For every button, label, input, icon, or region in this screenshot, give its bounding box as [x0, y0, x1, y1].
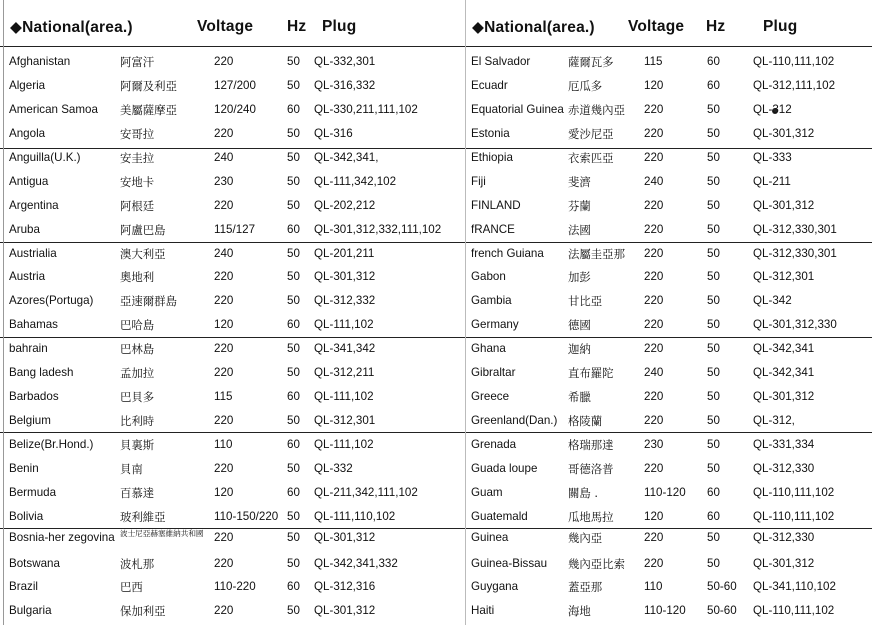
left-voltage-value: 110-150/220 — [214, 510, 279, 523]
right-country-name: Ghana — [471, 342, 506, 355]
right-country-name-chinese: 希臘 — [568, 390, 591, 404]
right-country-name: Gabon — [471, 270, 506, 283]
right-frequency-value: 50 — [707, 294, 720, 307]
right-country-name-chinese: 芬蘭 — [568, 199, 591, 213]
left-country-name-chinese: 百慕達 — [120, 486, 155, 500]
right-country-name: Haiti — [471, 604, 495, 617]
right-voltage-value: 220 — [644, 247, 664, 260]
right-country-name-chinese: 厄瓜多 — [568, 79, 603, 93]
left-country-name-chinese: 保加利亞 — [120, 604, 166, 618]
left-frequency-value: 50 — [287, 175, 300, 188]
right-country-name-chinese: 關島 . — [568, 486, 599, 500]
center-divider — [465, 0, 466, 625]
right-voltage-value: 220 — [644, 462, 664, 475]
left-country-name: Bang ladesh — [9, 366, 74, 379]
right-country-name: Guam — [471, 486, 503, 499]
left-plug-codes: QL-301,312,332,111,102 — [314, 223, 442, 236]
right-voltage-value: 220 — [644, 127, 664, 140]
left-country-name-chinese: 巴貝多 — [120, 390, 155, 404]
left-frequency-value: 50 — [287, 294, 300, 307]
right-voltage-value: 220 — [644, 151, 664, 164]
right-plug-codes: QL-301,312 — [753, 390, 815, 403]
right-voltage-value: 220 — [644, 557, 664, 570]
left-voltage-value: 220 — [214, 462, 234, 475]
right-voltage-value: 115 — [644, 55, 663, 68]
right-country-name-chinese: 甘比亞 — [568, 294, 603, 308]
right-country-name: Guygana — [471, 580, 519, 593]
left-country-name: Austria — [9, 270, 46, 283]
right-country-name-chinese: 直布羅陀 — [568, 366, 614, 380]
right-plug-codes: QL-301,312 — [753, 557, 815, 570]
header-divider — [0, 46, 872, 47]
left-country-name-chinese: 亞速爾群島 — [120, 294, 177, 308]
left-country-name-chinese: 孟加拉 — [120, 366, 155, 380]
left-plug-codes: QL-301,312 — [314, 270, 376, 283]
header-hz-left: Hz — [287, 18, 307, 35]
right-frequency-value: 50 — [707, 557, 720, 570]
left-voltage-value: 220 — [214, 557, 234, 570]
right-country-name: Guinea-Bissau — [471, 557, 548, 570]
right-plug-codes: QL-301,312 — [753, 199, 815, 212]
left-frequency-value: 50 — [287, 79, 300, 92]
left-country-name-chinese: 貝南 — [120, 462, 143, 476]
right-voltage-value: 220 — [644, 294, 664, 307]
left-plug-codes: QL-111,342,102 — [314, 175, 397, 188]
right-frequency-value: 50 — [707, 151, 720, 164]
header-plug-right: Plug — [763, 18, 798, 35]
right-country-name-chinese: 蓋亞那 — [568, 580, 603, 594]
left-plug-codes: QL-111,110,102 — [314, 510, 396, 523]
right-plug-codes: QL-312,301 — [753, 270, 815, 283]
right-plug-codes: QL-312,330,301 — [753, 223, 837, 236]
right-frequency-value: 60 — [707, 486, 720, 499]
right-country-name: Greenland(Dan.) — [471, 414, 558, 427]
left-voltage-value: 120/240 — [214, 103, 256, 116]
right-plug-codes: QL-110,111,102 — [753, 486, 835, 499]
right-country-name-chinese: 幾內亞 — [568, 531, 603, 545]
left-country-name: Botswana — [9, 557, 60, 570]
right-frequency-value: 50 — [707, 342, 720, 355]
left-country-name-chinese: 奧地利 — [120, 270, 155, 284]
right-country-name-chinese: 德國 — [568, 318, 591, 332]
right-country-name-chinese: 格瑞那達 — [568, 438, 614, 452]
right-frequency-value: 50 — [707, 175, 720, 188]
right-plug-codes: QL-312,111,102 — [753, 79, 836, 92]
right-voltage-value: 220 — [644, 223, 664, 236]
left-voltage-value: 230 — [214, 175, 234, 188]
left-country-name-chinese: 波札那 — [120, 557, 155, 571]
left-plug-codes: QL-332,301 — [314, 55, 376, 68]
left-voltage-value: 127/200 — [214, 79, 256, 92]
left-frequency-value: 50 — [287, 510, 300, 523]
group-divider — [0, 337, 872, 338]
right-voltage-value: 220 — [644, 318, 664, 331]
left-country-name: Bahamas — [9, 318, 58, 331]
right-frequency-value: 50 — [707, 438, 720, 451]
header-voltage-right: Voltage — [628, 18, 685, 35]
left-voltage-value: 240 — [214, 247, 234, 260]
right-country-name-chinese: 斐濟 — [568, 175, 591, 189]
header-plug-left: Plug — [322, 18, 357, 35]
left-country-name: Aruba — [9, 223, 40, 236]
right-country-name-chinese: 赤道幾內亞 — [568, 103, 625, 117]
left-voltage-value: 220 — [214, 366, 234, 379]
right-country-name-chinese: 愛沙尼亞 — [568, 127, 614, 141]
right-frequency-value: 50 — [707, 414, 720, 427]
right-frequency-value: 60 — [707, 55, 720, 68]
left-country-name: Bolivia — [9, 510, 44, 523]
right-frequency-value: 50 — [707, 223, 720, 236]
right-country-name: Guatemald — [471, 510, 528, 523]
right-voltage-value: 240 — [644, 175, 664, 188]
right-country-name: Fiji — [471, 175, 486, 188]
right-country-name: Gibraltar — [471, 366, 516, 379]
right-plug-codes: QL-342,341 — [753, 366, 815, 379]
right-country-name-chinese: 海地 — [568, 604, 591, 618]
right-plug-codes: QL-312,330,301 — [753, 247, 837, 260]
right-plug-codes: QL-342,341 — [753, 342, 815, 355]
left-country-name-chinese: 比利時 — [120, 414, 155, 428]
left-country-name: Brazil — [9, 580, 38, 593]
right-plug-codes: QL-110,111,102 — [753, 604, 835, 617]
right-voltage-value: 220 — [644, 414, 664, 427]
right-plug-codes: QL-341,110,102 — [753, 580, 836, 593]
left-border — [3, 0, 4, 625]
left-frequency-value: 50 — [287, 55, 300, 68]
right-frequency-value: 60 — [707, 79, 720, 92]
left-frequency-value: 60 — [287, 103, 300, 116]
left-country-name: Belize(Br.Hond.) — [9, 438, 94, 451]
right-plug-codes: QL-301,312,330 — [753, 318, 837, 331]
left-country-name-chinese: 巴西 — [120, 580, 143, 594]
left-frequency-value: 60 — [287, 390, 300, 403]
left-country-name: Austrialia — [9, 247, 57, 260]
right-country-name: Guada loupe — [471, 462, 538, 475]
right-country-name: fRANCE — [471, 223, 515, 236]
left-frequency-value: 60 — [287, 318, 300, 331]
right-frequency-value: 50 — [707, 270, 720, 283]
left-voltage-value: 120 — [214, 318, 234, 331]
right-frequency-value: 50 — [707, 247, 720, 260]
left-frequency-value: 50 — [287, 531, 300, 544]
left-plug-codes: QL-342,341,332 — [314, 557, 398, 570]
right-plug-codes: QL-110,111,102 — [753, 55, 835, 68]
left-country-name-chinese: 阿盧巴島 — [120, 223, 166, 237]
right-voltage-value: 120 — [644, 510, 664, 523]
left-country-name: American Samoa — [9, 103, 98, 116]
left-voltage-value: 220 — [214, 270, 234, 283]
right-frequency-value: 50 — [707, 531, 720, 544]
left-country-name: Bulgaria — [9, 604, 52, 617]
left-country-name: Angola — [9, 127, 46, 140]
right-plug-codes: QL-333 — [753, 151, 792, 164]
right-country-name: Grenada — [471, 438, 517, 451]
right-plug-codes: QL-312,330 — [753, 462, 815, 475]
right-plug-codes: QL-211 — [753, 175, 791, 188]
right-plug-codes: QL-312 — [753, 103, 792, 116]
right-frequency-value: 50 — [707, 318, 720, 331]
left-plug-codes: QL-330,211,111,102 — [314, 103, 418, 116]
left-plug-codes: QL-111,102 — [314, 438, 374, 451]
right-voltage-value: 240 — [644, 366, 664, 379]
left-plug-codes: QL-301,312 — [314, 531, 376, 544]
left-frequency-value: 50 — [287, 247, 300, 260]
left-voltage-value: 110-220 — [214, 580, 256, 593]
right-frequency-value: 60 — [707, 510, 720, 523]
right-voltage-value: 220 — [644, 270, 664, 283]
right-plug-codes: QL-301,312 — [753, 127, 815, 140]
left-voltage-value: 220 — [214, 531, 234, 544]
right-plug-codes: QL-342 — [753, 294, 792, 307]
header-national-left: ◆National(area.) — [10, 19, 133, 36]
left-country-name: Bosnia-her zegovina — [9, 531, 115, 544]
right-plug-codes: QL-312,330 — [753, 531, 815, 544]
left-voltage-value: 220 — [214, 127, 234, 140]
left-frequency-value: 50 — [287, 462, 300, 475]
left-frequency-value: 60 — [287, 438, 300, 451]
right-voltage-value: 220 — [644, 199, 664, 212]
right-voltage-value: 120 — [644, 79, 664, 92]
right-country-name-chinese: 衣索匹亞 — [568, 151, 614, 165]
left-plug-codes: QL-312,332 — [314, 294, 376, 307]
left-country-name-chinese: 安地卡 — [120, 175, 155, 189]
right-country-name-chinese: 加彭 — [568, 270, 591, 284]
left-voltage-value: 220 — [214, 342, 234, 355]
left-frequency-value: 50 — [287, 127, 300, 140]
left-country-name: Argentina — [9, 199, 59, 212]
left-voltage-value: 220 — [214, 55, 234, 68]
right-country-name: Equatorial Guinea — [471, 103, 564, 116]
left-frequency-value: 50 — [287, 270, 300, 283]
left-country-name: Antigua — [9, 175, 49, 188]
left-frequency-value: 60 — [287, 223, 300, 236]
left-frequency-value: 50 — [287, 342, 300, 355]
left-plug-codes: QL-211,342,111,102 — [314, 486, 418, 499]
left-plug-codes: QL-111,102 — [314, 318, 374, 331]
left-country-name: Afghanistan — [9, 55, 71, 68]
left-plug-codes: QL-312,316 — [314, 580, 376, 593]
left-plug-codes: QL-316 — [314, 127, 353, 140]
right-country-name: Ethiopia — [471, 151, 513, 164]
right-voltage-value: 110-120 — [644, 486, 686, 499]
left-country-name-chinese: 波士尼亞赫塞維納共和國 — [120, 529, 204, 538]
right-frequency-value: 50 — [707, 366, 720, 379]
left-frequency-value: 50 — [287, 199, 300, 212]
right-country-name: Greece — [471, 390, 510, 403]
left-country-name: Benin — [9, 462, 39, 475]
left-country-name-chinese: 阿根廷 — [120, 199, 155, 213]
right-country-name: El Salvador — [471, 55, 531, 68]
left-plug-codes: QL-332 — [314, 462, 353, 475]
right-country-name: FINLAND — [471, 199, 521, 212]
left-voltage-value: 220 — [214, 294, 234, 307]
left-voltage-value: 115 — [214, 390, 233, 403]
group-divider — [0, 242, 872, 243]
right-voltage-value: 220 — [644, 390, 664, 403]
right-country-name: french Guiana — [471, 247, 544, 260]
left-country-name-chinese: 澳大利亞 — [120, 247, 166, 261]
header-national-right: ◆National(area.) — [472, 19, 595, 36]
right-country-name-chinese: 法國 — [568, 223, 591, 237]
right-country-name: Gambia — [471, 294, 512, 307]
right-voltage-value: 110 — [644, 580, 663, 593]
left-voltage-value: 240 — [214, 151, 234, 164]
left-plug-codes: QL-316,332 — [314, 79, 376, 92]
left-country-name: bahrain — [9, 342, 48, 355]
group-divider — [0, 432, 872, 433]
left-frequency-value: 60 — [287, 580, 300, 593]
left-country-name-chinese: 阿爾及利亞 — [120, 79, 177, 93]
left-country-name: Anguilla(U.K.) — [9, 151, 81, 164]
right-plug-codes: QL-312, — [753, 414, 795, 427]
right-country-name-chinese: 法屬圭亞那 — [568, 247, 625, 261]
right-country-name-chinese: 瓜地馬拉 — [568, 510, 614, 524]
right-voltage-value: 230 — [644, 438, 664, 451]
left-voltage-value: 110 — [214, 438, 233, 451]
left-country-name: Bermuda — [9, 486, 57, 499]
right-country-name-chinese: 薩爾瓦多 — [568, 55, 614, 69]
right-country-name: Guinea — [471, 531, 509, 544]
left-frequency-value: 60 — [287, 486, 300, 499]
right-frequency-value: 50-60 — [707, 604, 737, 617]
right-country-name: Germany — [471, 318, 519, 331]
right-frequency-value: 50 — [707, 462, 720, 475]
left-frequency-value: 50 — [287, 604, 300, 617]
left-plug-codes: QL-342,341, — [314, 151, 379, 164]
left-country-name-chinese: 安圭拉 — [120, 151, 155, 165]
right-country-name-chinese: 格陵蘭 — [568, 414, 603, 428]
right-country-name: Estonia — [471, 127, 510, 140]
left-plug-codes: QL-312,301 — [314, 414, 376, 427]
left-country-name: Barbados — [9, 390, 59, 403]
left-country-name-chinese: 阿富汗 — [120, 55, 155, 69]
left-voltage-value: 120 — [214, 486, 234, 499]
left-frequency-value: 50 — [287, 557, 300, 570]
header-hz-right: Hz — [706, 18, 726, 35]
left-plug-codes: QL-202,212 — [314, 199, 376, 212]
left-country-name-chinese: 貝裏斯 — [120, 438, 155, 452]
left-country-name: Belgium — [9, 414, 51, 427]
right-plug-codes: QL-331,334 — [753, 438, 815, 451]
left-frequency-value: 50 — [287, 366, 300, 379]
left-frequency-value: 50 — [287, 414, 300, 427]
right-frequency-value: 50 — [707, 127, 720, 140]
left-plug-codes: QL-201,211 — [314, 247, 375, 260]
left-country-name-chinese: 安哥拉 — [120, 127, 155, 141]
right-country-name: Ecuadr — [471, 79, 508, 92]
header-voltage-left: Voltage — [197, 18, 254, 35]
left-frequency-value: 50 — [287, 151, 300, 164]
right-country-name-chinese: 幾內亞比索 — [568, 557, 625, 571]
left-country-name-chinese: 美屬薩摩亞 — [120, 103, 177, 117]
right-voltage-value: 220 — [644, 342, 664, 355]
left-country-name-chinese: 巴林島 — [120, 342, 155, 356]
right-country-name-chinese: 哥德洛普 — [568, 462, 614, 476]
left-plug-codes: QL-111,102 — [314, 390, 374, 403]
left-country-name-chinese: 巴哈島 — [120, 318, 155, 332]
right-frequency-value: 50 — [707, 103, 720, 116]
left-plug-codes: QL-301,312 — [314, 604, 376, 617]
group-divider — [0, 148, 872, 149]
left-country-name-chinese: 玻利維亞 — [120, 510, 166, 524]
left-voltage-value: 220 — [214, 414, 234, 427]
left-country-name: Azores(Portuga) — [9, 294, 94, 307]
left-plug-codes: QL-341,342 — [314, 342, 376, 355]
right-frequency-value: 50 — [707, 390, 720, 403]
right-voltage-value: 220 — [644, 103, 664, 116]
left-country-name: Algeria — [9, 79, 46, 92]
right-voltage-value: 220 — [644, 531, 664, 544]
left-voltage-value: 115/127 — [214, 223, 256, 236]
right-frequency-value: 50 — [707, 199, 720, 212]
left-plug-codes: QL-312,211 — [314, 366, 375, 379]
left-voltage-value: 220 — [214, 199, 234, 212]
right-voltage-value: 110-120 — [644, 604, 686, 617]
left-voltage-value: 220 — [214, 604, 234, 617]
right-frequency-value: 50-60 — [707, 580, 737, 593]
right-plug-codes: QL-110,111,102 — [753, 510, 835, 523]
right-country-name-chinese: 迦納 — [568, 342, 591, 356]
